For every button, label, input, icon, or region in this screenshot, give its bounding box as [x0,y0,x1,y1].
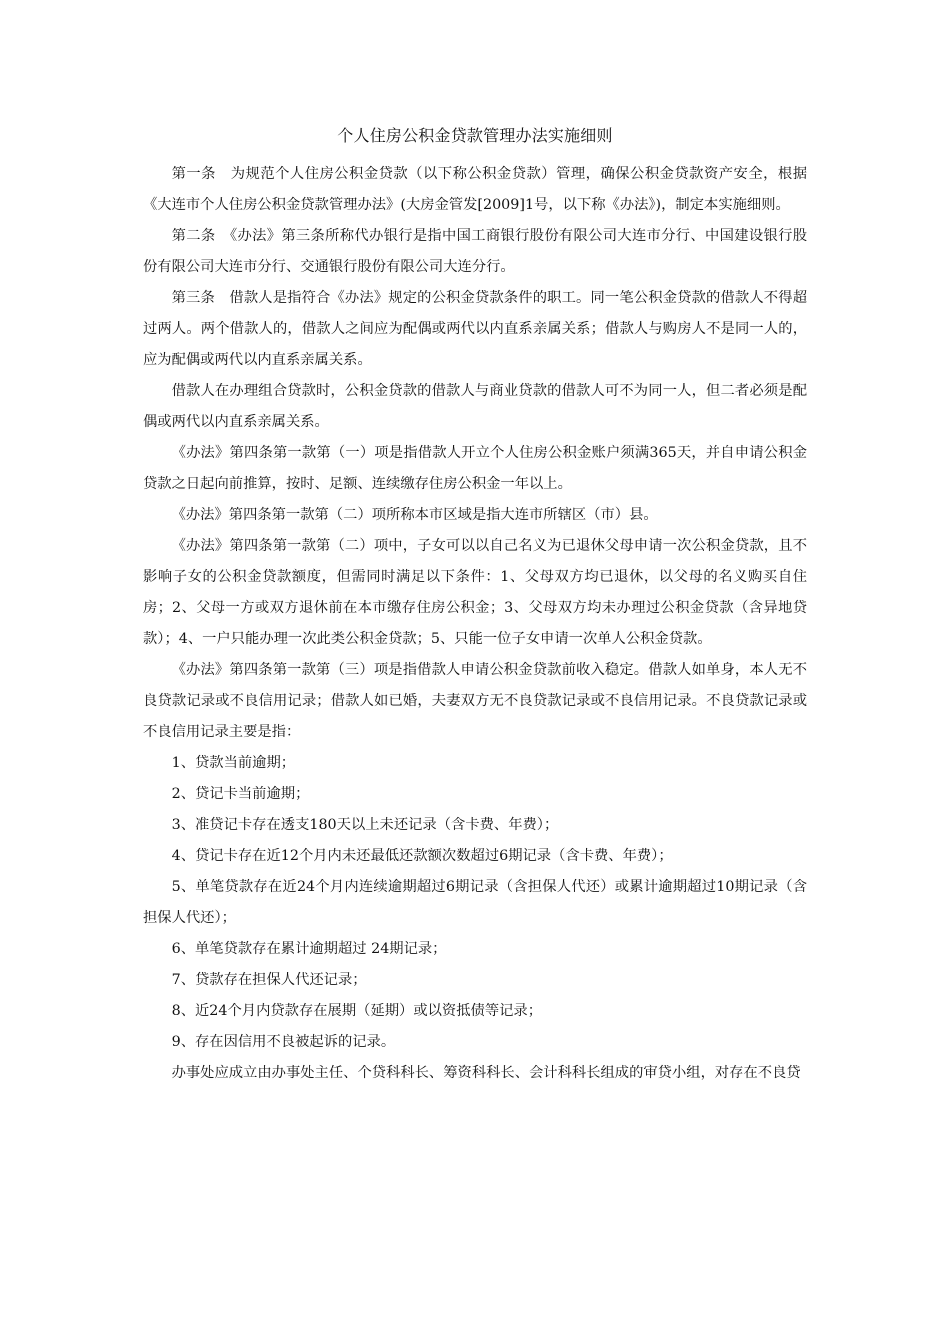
review-team-paragraph: 办事处应成立由办事处主任、个贷科科长、筹资科科长、会计科科长组成的审贷小组，对存在不良贷 [171,1065,801,1081]
combined-loan-paragraph: 借款人在办理组合贷款时，公积金贷款的借款人与商业贷款的借款人可不为同一人，但二者必须是配偶或两代以内直系亲属关系。 [143,383,807,430]
bad-record-item-9: 9、存在因信用不良被起诉的记录。 [171,1034,396,1050]
bad-record-item-4: 4、贷记卡存在近12个月内未还最低还款额次数超过6期记录（含卡费、年费）； [171,848,673,864]
bad-record-item-1: 1、贷款当前逾期； [171,755,296,771]
bad-record-item-7: 7、贷款存在担保人代还记录； [171,972,367,988]
bad-record-item-2: 2、贷记卡当前逾期； [171,786,310,802]
document-title: 个人住房公积金贷款管理办法实施细则 [337,126,613,145]
article-4-item-1-paragraph: 《办法》第四条第一款第（一）项是指借款人开立个人住房公积金账户须满365天，并自申请公积金贷款之日起向前推算，按时、足额、连续缴存住房公积金一年以上。 [143,445,807,492]
bad-record-item-8: 8、近24个月内贷款存在展期（延期）或以资抵债等记录； [171,1003,543,1019]
article-4-item-2-children-paragraph: 《办法》第四条第一款第（二）项中，子女可以以自己名义为已退休父母申请一次公积金贷款，且不影响子女的公积金贷款额度，但需同时满足以下条件：1、父母双方均已退休，以父母的名义购买自住房；2、父母一方或双方退休前在本市缴存住房公积金；3、父母双方均未办理过公积金贷款（含异地贷款）；4、一户只能办理一次此类公积金贷款；5、只能一位子女申请一次单人公积金贷款。 [143,538,807,647]
bad-record-item-3: 3、准贷记卡存在透支180天以上未还记录（含卡费、年费）； [171,817,559,833]
article-4-item-3-paragraph: 《办法》第四条第一款第（三）项是指借款人申请公积金贷款前收入稳定。借款人如单身，本人无不良贷款记录或不良信用记录；借款人如已婚，夫妻双方无不良贷款记录或不良信用记录。不良贷款记录或不良信用记录主要是指： [143,662,807,740]
bad-record-item-5: 5、单笔贷款存在近24个月内连续逾期超过6期记录（含担保人代还）或累计逾期超过10期记录（含担保人代还）； [143,879,807,926]
article-3-paragraph: 第三条 借款人是指符合《办法》规定的公积金贷款条件的职工。同一笔公积金贷款的借款人不得超过两人。两个借款人的，借款人之间应为配偶或两代以内直系亲属关系；借款人与购房人不是同一人的，应为配偶或两代以内直系亲属关系。 [143,290,807,368]
article-2-paragraph: 第二条 《办法》第三条所称代办银行是指中国工商银行股份有限公司大连市分行、中国建设银行股份有限公司大连市分行、交通银行股份有限公司大连分行。 [143,228,807,275]
document-body [143,122,807,1089]
article-1-paragraph: 第一条 为规范个人住房公积金贷款（以下称公积金贷款）管理，确保公积金贷款资产安全，根据《大连市个人住房公积金贷款管理办法》(大房金管发[2009]1号，以下称《办法》)，制定本实施细则。 [143,166,807,213]
bad-record-item-6: 6、单笔贷款存在累计逾期超过 24期记录； [171,941,447,957]
article-4-item-2-region-paragraph: 《办法》第四条第一款第（二）项所称本市区域是指大连市所辖区（市）县。 [171,507,658,523]
